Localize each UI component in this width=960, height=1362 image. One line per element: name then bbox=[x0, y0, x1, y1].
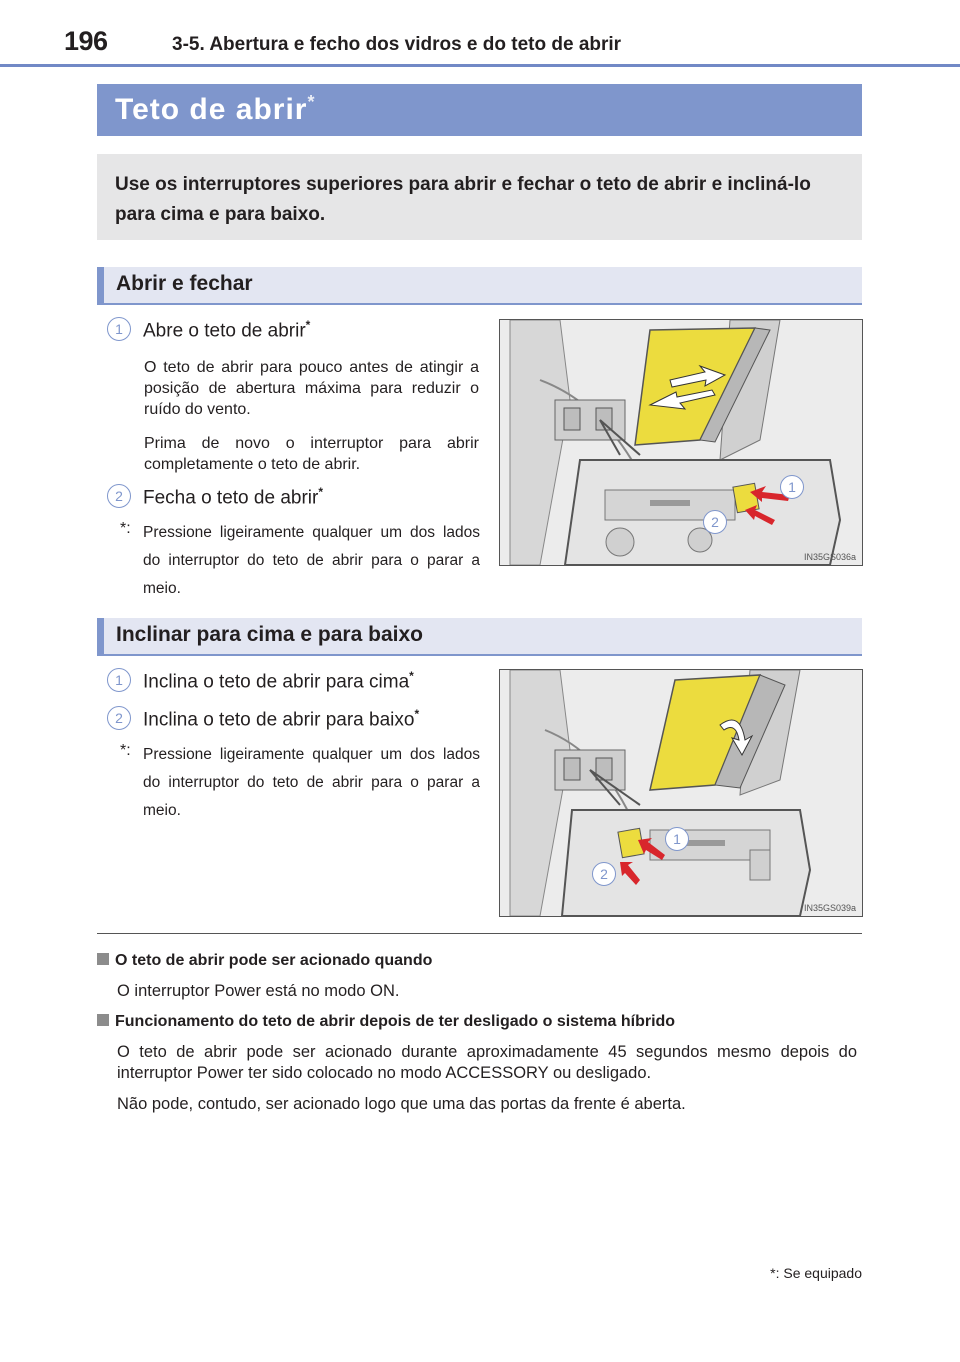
callout-1: 1 bbox=[780, 475, 804, 499]
item-tilt-up-label: Inclina o teto de abrir para cima bbox=[143, 671, 410, 693]
subsection-header-open-close bbox=[97, 267, 862, 305]
page-number: 196 bbox=[64, 26, 108, 56]
step-number-1: 1 bbox=[107, 317, 131, 341]
figure-code: IN35GS039a bbox=[803, 903, 856, 913]
sunroof-tilt-illustration bbox=[500, 670, 862, 916]
subsection-title: Inclinar para cima e para baixo bbox=[116, 623, 423, 646]
item-open-detail-2: Prima de novo o interruptor para abrir completamente o teto de abrir. bbox=[144, 435, 479, 473]
subsection-header-tilt bbox=[97, 618, 862, 656]
asterisk-mark: * bbox=[414, 707, 420, 721]
item-open-label: Abre o teto de abrir bbox=[143, 320, 306, 342]
divider bbox=[97, 933, 862, 934]
subsection-title: Abrir e fechar bbox=[116, 272, 253, 295]
step-number-2: 2 bbox=[107, 484, 131, 508]
footnote: *: Se equipado bbox=[770, 1265, 862, 1281]
item-close bbox=[143, 485, 323, 509]
item-open-detail-1: O teto de abrir para pouco antes de atingir a posição de abertura máxima para reduzir o ruído do vento. bbox=[144, 359, 479, 418]
item-tilt-down bbox=[143, 707, 419, 731]
figure-tilt bbox=[499, 669, 863, 917]
square-bullet-icon bbox=[97, 953, 109, 965]
header-rule bbox=[0, 64, 960, 67]
figure-open-close bbox=[499, 319, 863, 566]
figure-code: IN35GS036a bbox=[803, 552, 856, 562]
info-heading-text: Funcionamento do teto de abrir depois de ter desligado o sistema híbrido bbox=[115, 1013, 676, 1030]
item-tilt-down-label: Inclina o teto de abrir para baixo bbox=[143, 709, 415, 731]
sunroof-open-close-illustration bbox=[500, 320, 862, 565]
page-title-text: Teto de abrir bbox=[115, 93, 308, 126]
running-title: 3-5. Abertura e fecho dos vidros e do teto de abrir bbox=[172, 34, 622, 55]
note-text: Pressione ligeiramente qualquer um dos lados do interruptor do teto de abrir para o parar a meio. bbox=[143, 524, 480, 597]
item-open bbox=[143, 318, 310, 342]
info-heading bbox=[97, 1013, 675, 1031]
optional-equipment-mark: * bbox=[307, 92, 316, 112]
note-mark: *: bbox=[120, 520, 131, 537]
intro-text: Use os interruptores superiores para abrir e fechar o teto de abrir e incliná-lo para cima e para baixo. bbox=[115, 174, 811, 225]
step-number-1: 1 bbox=[107, 668, 131, 692]
asterisk-mark: * bbox=[305, 318, 311, 332]
asterisk-mark: * bbox=[318, 485, 323, 499]
info-heading-text: O teto de abrir pode ser acionado quando bbox=[115, 952, 433, 969]
callout-2: 2 bbox=[592, 862, 616, 886]
section-title-bar bbox=[97, 84, 862, 136]
info-paragraph: O teto de abrir pode ser acionado durante aproximadamente 45 segundos mesmo depois do interruptor Power ter sido colocado no modo ACCESSORY ou desligado. bbox=[117, 1043, 857, 1082]
page-title bbox=[115, 92, 316, 127]
item-close-label: Fecha o teto de abrir bbox=[143, 487, 319, 509]
info-heading bbox=[97, 952, 432, 970]
info-paragraph: O interruptor Power está no modo ON. bbox=[117, 982, 400, 1000]
asterisk-mark: * bbox=[409, 669, 414, 683]
info-paragraph: Não pode, contudo, ser acionado logo que uma das portas da frente é aberta. bbox=[117, 1095, 686, 1113]
square-bullet-icon bbox=[97, 1014, 109, 1026]
callout-2: 2 bbox=[703, 510, 727, 534]
item-tilt-up bbox=[143, 669, 414, 693]
note-mark: *: bbox=[120, 742, 131, 759]
step-number-2: 2 bbox=[107, 706, 131, 730]
intro-box bbox=[97, 154, 862, 240]
note-text: Pressione ligeiramente qualquer um dos lados do interruptor do teto de abrir para o parar a meio. bbox=[143, 746, 480, 819]
callout-1: 1 bbox=[665, 827, 689, 851]
